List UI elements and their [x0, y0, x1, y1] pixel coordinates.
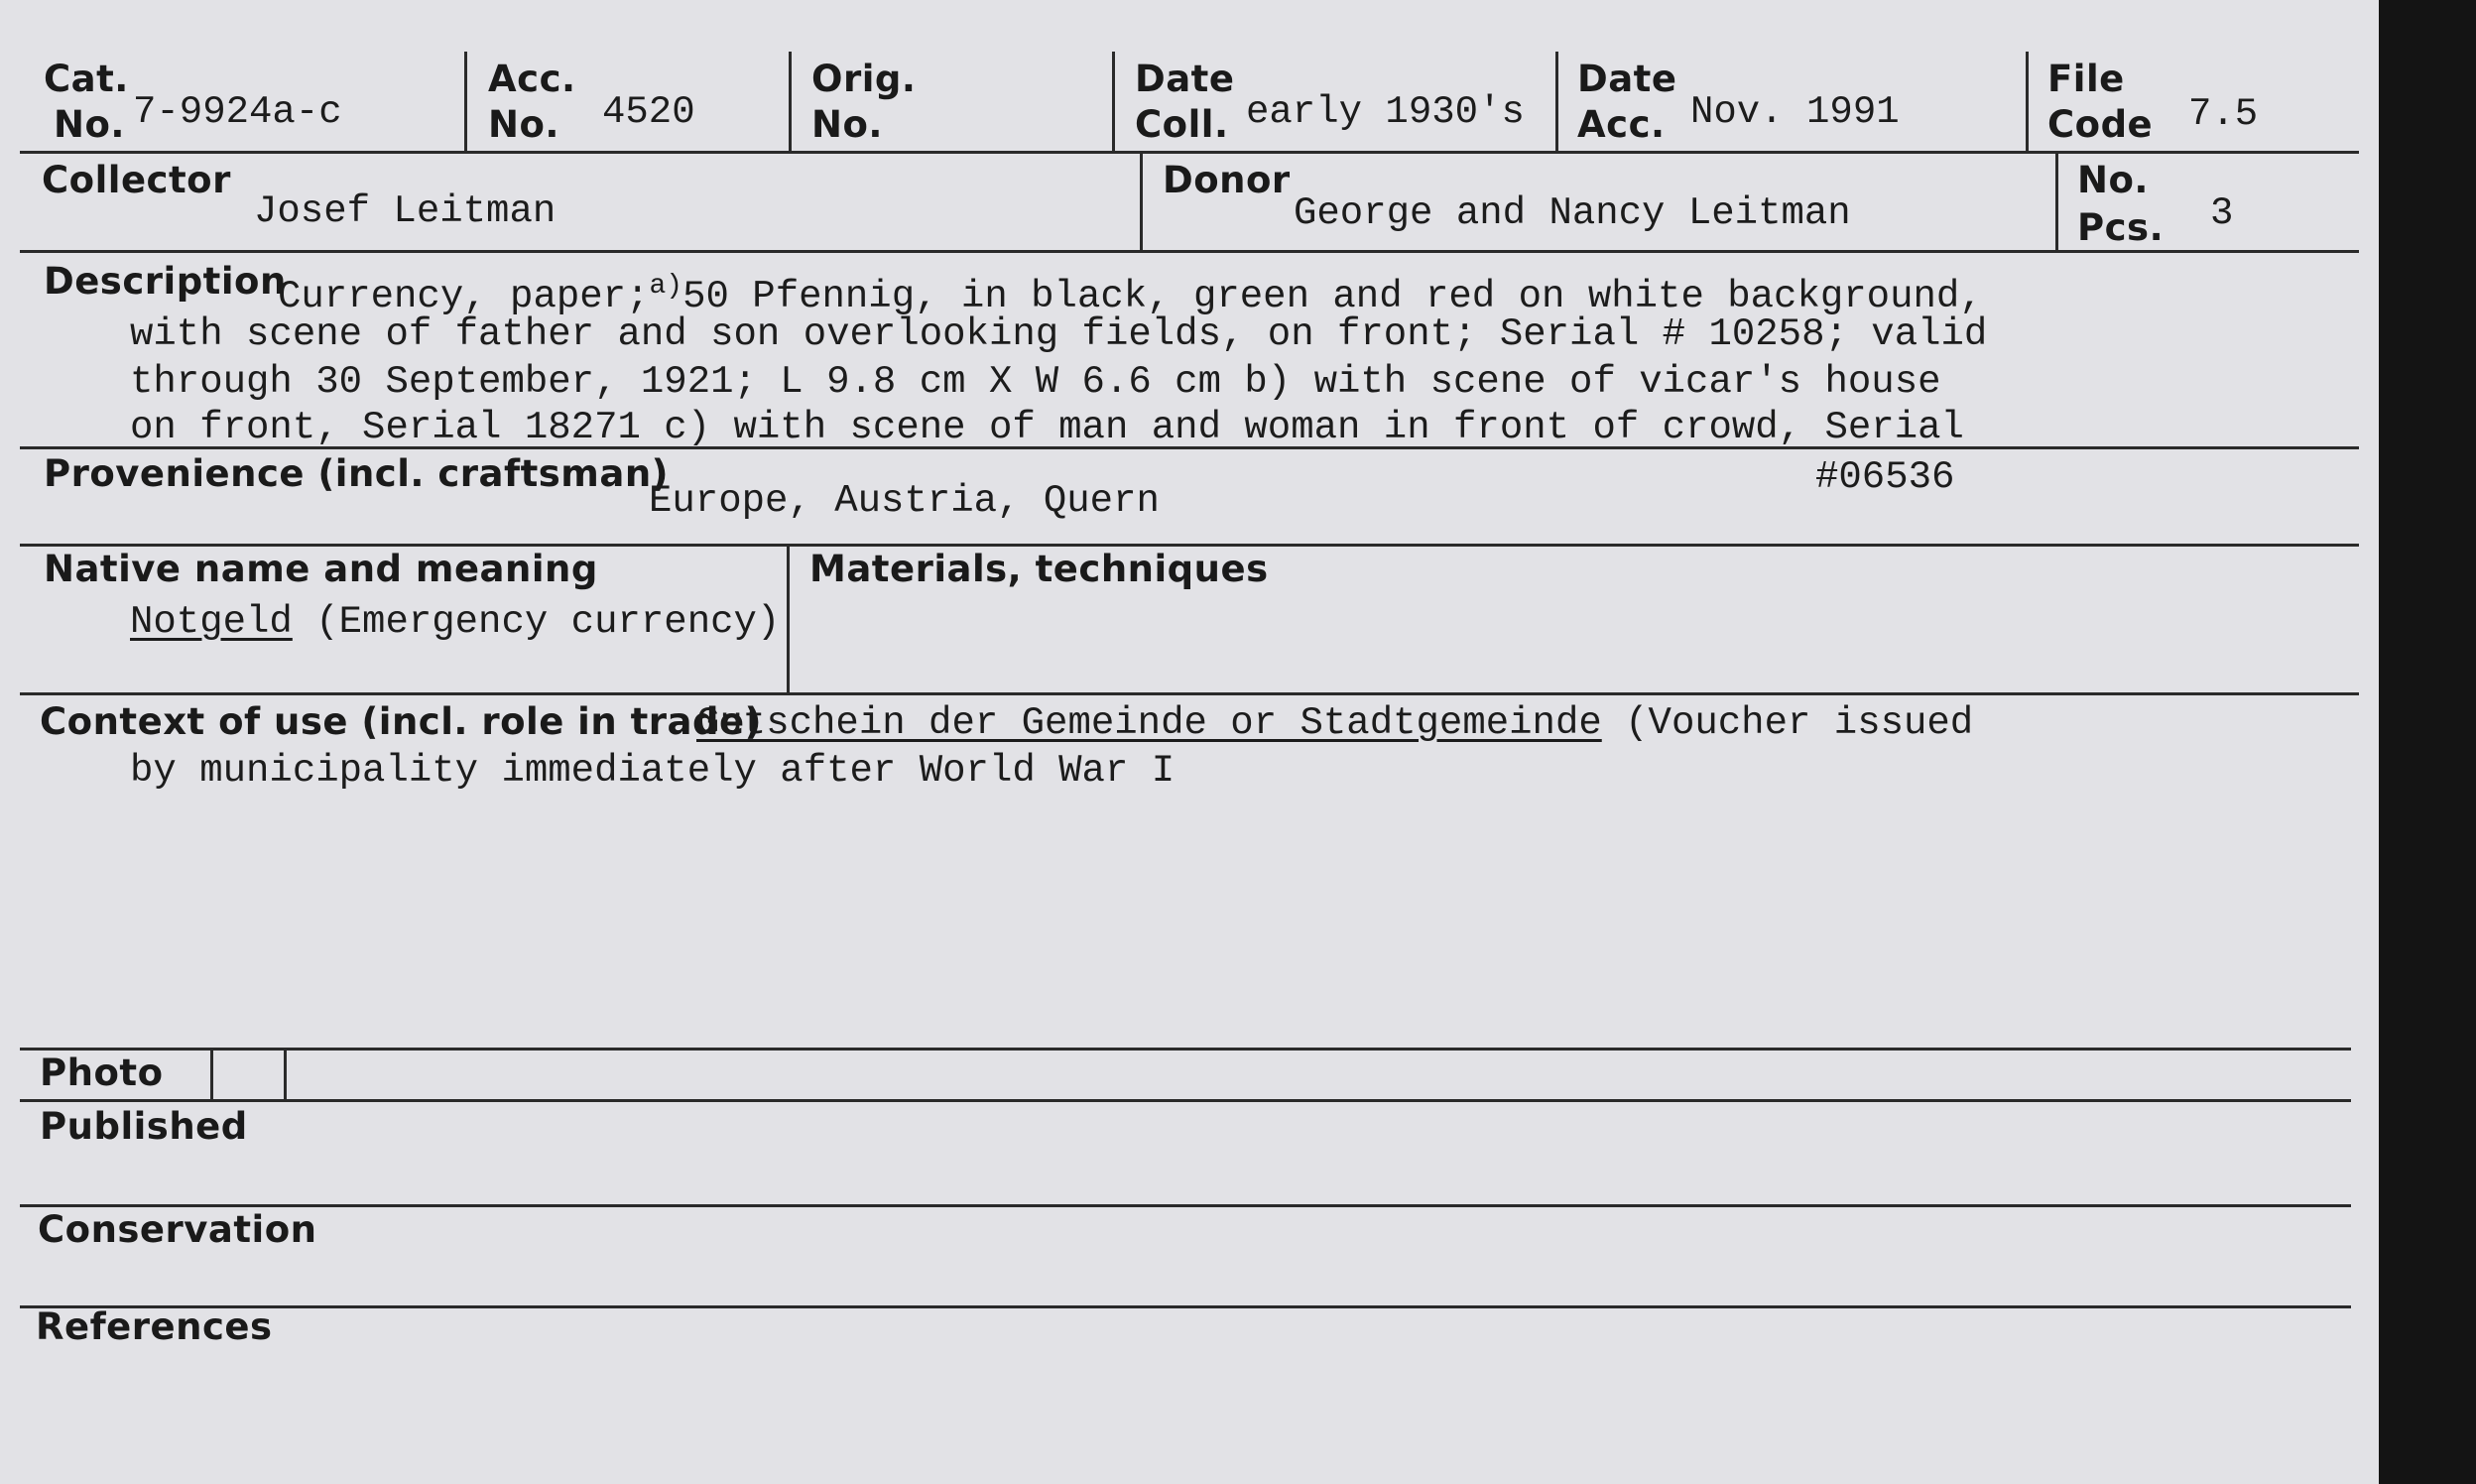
native-term: Notgeld	[130, 600, 293, 644]
collector-value: Josef Leitman	[254, 189, 557, 233]
context-line-1	[696, 700, 1973, 746]
header-divider-1	[464, 52, 467, 153]
provenience-value: Europe, Austria, Quern	[649, 479, 1160, 523]
description-line-4: on front, Serial 18271 c) with scene of man and woman in front of crowd, Serial	[130, 406, 1964, 449]
file-code-label-bottom: Code	[2047, 103, 2154, 146]
header-divider-5	[2026, 52, 2029, 153]
date-coll-label-top: Date	[1135, 58, 1235, 100]
photo-label: Photo	[40, 1051, 164, 1094]
materials-label: Materials, techniques	[809, 548, 1269, 590]
description-line-1-end: 50 Pfennig, in black, green and red on white background,	[682, 275, 1983, 318]
date-acc-label-bottom: Acc.	[1577, 103, 1666, 146]
description-line-3: through 30 September, 1921; L 9.8 cm X W 6.6 cm b) with scene of vicar's house	[130, 360, 1941, 404]
cat-no-value: 7-9924a-c	[133, 90, 342, 134]
photo-box-divider-2	[284, 1048, 287, 1101]
native-name-value	[130, 599, 780, 645]
context-line-2: by municipality immediately after World War I	[130, 749, 1176, 793]
description-line-2: with scene of father and son overlooking fields, on front; Serial # 10258; valid	[130, 312, 1988, 356]
pcs-divider	[2055, 151, 2058, 252]
photo-bottom-rule	[20, 1099, 2351, 1102]
acc-no-label-bottom: No.	[488, 103, 559, 146]
context-bottom-rule	[20, 1048, 2351, 1051]
file-code-value: 7.5	[2188, 92, 2259, 136]
native-meaning: (Emergency currency)	[315, 600, 781, 644]
collector-label: Collector	[42, 159, 231, 201]
date-acc-value: Nov. 1991	[1690, 90, 1900, 134]
acc-no-label-top: Acc.	[488, 58, 576, 100]
donor-divider	[1140, 151, 1143, 252]
references-label: References	[36, 1305, 273, 1348]
header-bottom-rule	[20, 151, 2359, 154]
context-term: Gutschein der Gemeinde or Stadtgemeinde	[696, 701, 1602, 745]
native-name-bottom-rule	[20, 692, 2359, 695]
conservation-label: Conservation	[38, 1208, 317, 1251]
cat-no-label-bottom: No.	[54, 103, 125, 146]
header-divider-4	[1555, 52, 1558, 153]
pcs-label-top: No.	[2077, 159, 2149, 201]
date-coll-value: early 1930's	[1246, 90, 1525, 134]
pcs-value: 3	[2210, 191, 2234, 235]
photo-box-divider-1	[210, 1048, 213, 1101]
header-divider-3	[1112, 52, 1115, 153]
donor-label: Donor	[1163, 159, 1291, 201]
collector-bottom-rule	[20, 250, 2359, 253]
conservation-bottom-rule	[20, 1305, 2351, 1308]
context-label: Context of use (incl. role in trade)	[40, 700, 762, 743]
header-divider-2	[789, 52, 792, 153]
materials-divider	[787, 544, 790, 694]
orig-no-label-bottom: No.	[811, 103, 883, 146]
provenience-label: Provenience (incl. craftsman)	[44, 452, 670, 495]
provenience-bottom-rule	[20, 544, 2359, 547]
pcs-label-bottom: Pcs.	[2077, 206, 2165, 249]
file-code-label-top: File	[2047, 58, 2125, 100]
context-text-1: (Voucher issued	[1625, 701, 1974, 745]
date-acc-label-top: Date	[1577, 58, 1677, 100]
published-bottom-rule	[20, 1204, 2351, 1207]
date-coll-label-bottom: Coll.	[1135, 103, 1229, 146]
cat-no-label-top: Cat.	[44, 58, 129, 100]
published-label: Published	[40, 1105, 248, 1148]
native-name-label: Native name and meaning	[44, 548, 598, 590]
item-a-marker: a)	[649, 271, 683, 302]
serial-continuation: #06536	[1815, 455, 1955, 499]
description-line-1-start: Currency, paper;	[278, 275, 650, 318]
description-label: Description	[44, 260, 287, 303]
donor-value: George and Nancy Leitman	[1294, 191, 1851, 235]
orig-no-label-top: Orig.	[811, 58, 917, 100]
acc-no-value: 4520	[602, 90, 695, 134]
